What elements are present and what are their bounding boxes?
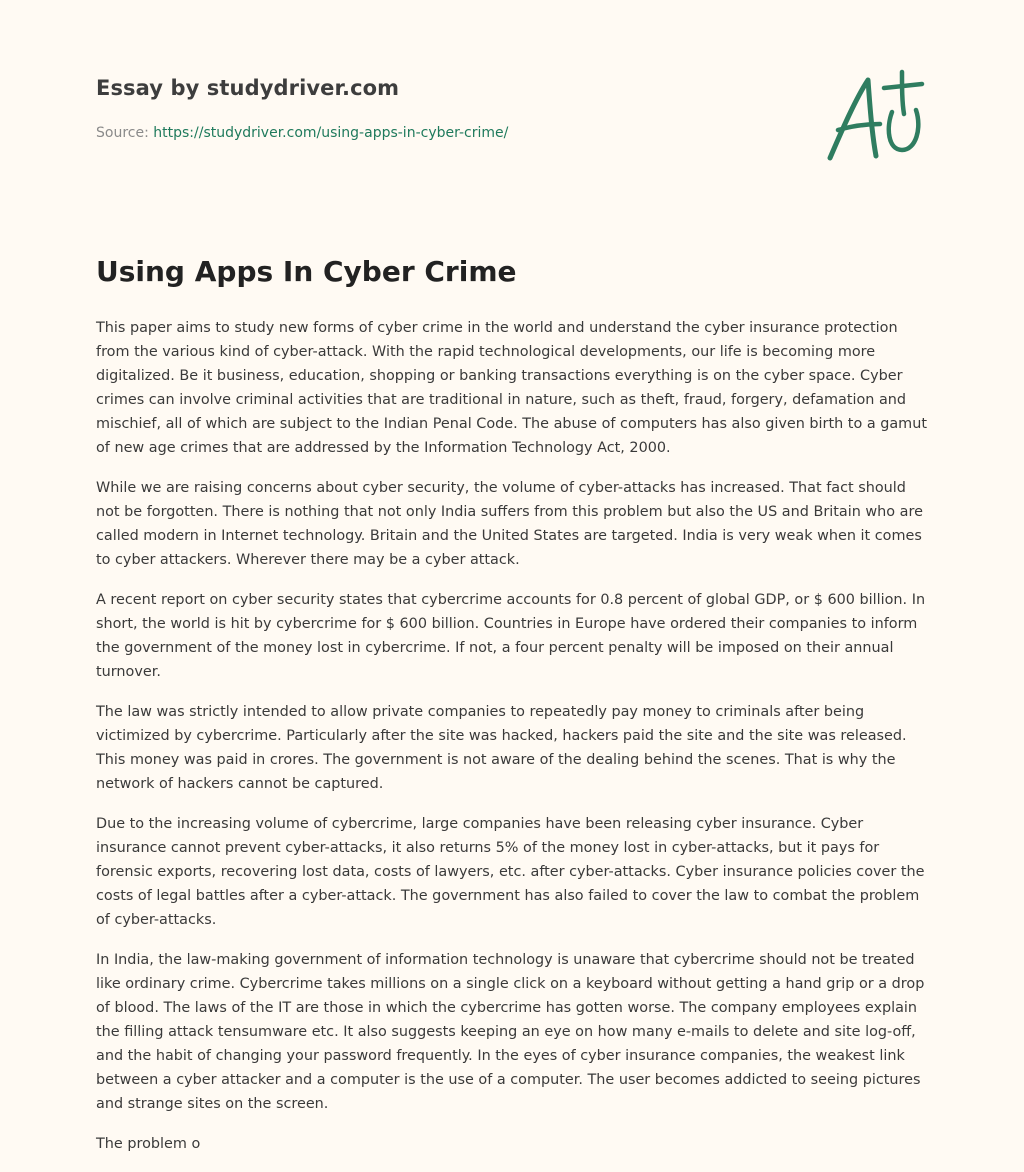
a-plus-logo-icon: [822, 68, 930, 166]
essay-paragraph-truncated: The problem o: [96, 1136, 201, 1152]
essay-paragraph: In India, the law-making government of information technology is unaware that cybercrime should not be treated like ordinary crime. Cybercrime takes millions on a single click on a keyboard without getting a hand grip or a drop of blood. The laws of the IT are those in which the cybercrime has gotten worse. The company employees explain the filling attack tensumware etc. It also suggests keeping an eye on how many e-mails to delete and site log-off, and the habit of changing your password frequently. In the eyes of cyber insurance companies, the weakest link between a cyber attacker and a computer is the use of a computer. The user becomes addicted to seeing pictures and strange sites on the screen.: [96, 952, 925, 1112]
essay-paragraph: Due to the increasing volume of cybercrime, large companies have been releasing cyber insurance. Cyber insurance cannot prevent cyber-attacks, it also returns 5% of the money lost in cyber-attacks, but it pays for forensic exports, recovering lost data, costs of lawyers, etc. after cyber-attacks. Cyber insurance policies cover the costs of legal battles after a cyber-attack. The government has also failed to cover the law to combat the problem of cyber-attacks.: [96, 816, 925, 928]
essay-paragraph: The law was strictly intended to allow private companies to repeatedly pay money to criminals after being victimized by cybercrime. Particularly after the site was hacked, hackers paid the site and the site was released. This money was paid in crores. The government is not aware of the dealing behind the scenes. That is why the network of hackers cannot be captured.: [96, 704, 907, 792]
source-label: Source:: [96, 125, 154, 141]
essay-paragraph: While we are raising concerns about cyber security, the volume of cyber-attacks has increased. That fact should not be forgotten. There is nothing that not only India suffers from this problem but also the US and Britain who are called modern in Internet technology. Britain and the United States are targeted. India is very weak when it comes to cyber attackers. Wherever there may be a cyber attack.: [96, 480, 923, 568]
essay-title: Using Apps In Cyber Crime: [96, 255, 517, 288]
source-link[interactable]: https://studydriver.com/using-apps-in-cyber-crime/: [153, 125, 509, 141]
site-brand: Essay by studydriver.com: [96, 76, 400, 100]
essay-paragraph: A recent report on cyber security states that cybercrime accounts for 0.8 percent of global GDP, or $ 600 billion. In short, the world is hit by cybercrime for $ 600 billion. Countries in Europe have ordered their companies to inform the government of the money lost in cybercrime. If not, a four percent penalty will be imposed on their annual turnover.: [96, 592, 926, 680]
source-line: [96, 125, 508, 141]
essay-body: [96, 316, 934, 1172]
essay-paragraph: This paper aims to study new forms of cyber crime in the world and understand the cyber insurance protection from the various kind of cyber-attack. With the rapid technological developments, our life is becoming more digitalized. Be it business, education, shopping or banking transactions everything is on the cyber space. Cyber crimes can involve criminal activities that are traditional in nature, such as theft, fraud, forgery, defamation and mischief, all of which are subject to the Indian Penal Code. The abuse of computers has also given birth to a gamut of new age crimes that are addressed by the Information Technology Act, 2000.: [96, 320, 927, 456]
